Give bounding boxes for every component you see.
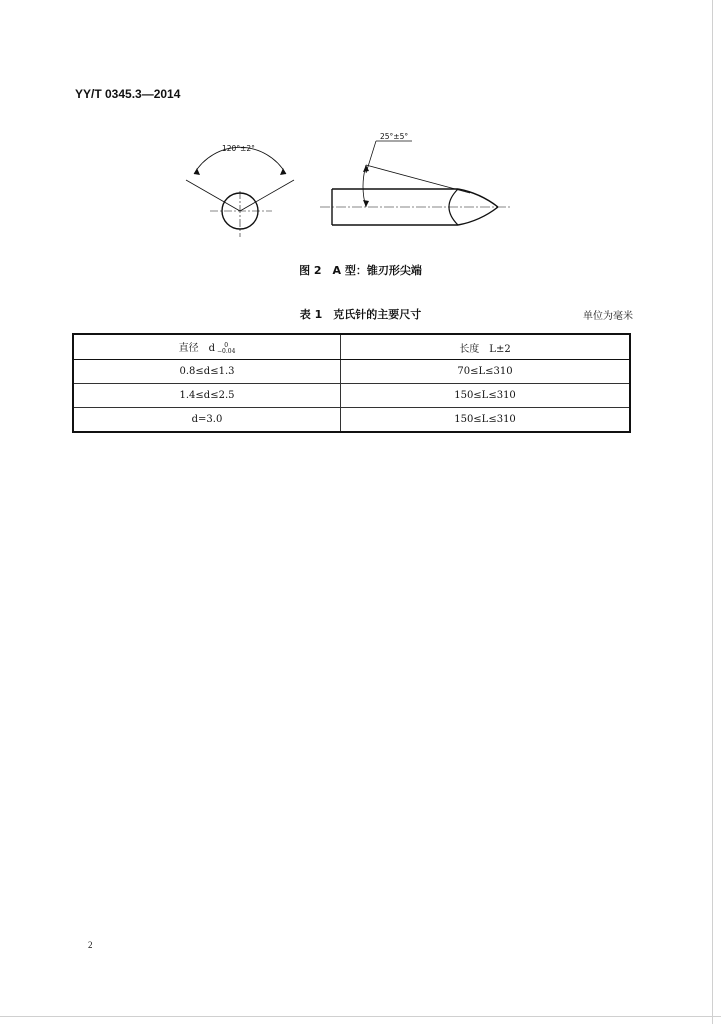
header-diameter bbox=[73, 334, 341, 360]
table-header-row bbox=[73, 334, 630, 360]
diameter-tolerance bbox=[217, 343, 235, 355]
standard-code: YY/T 0345.3—2014 bbox=[75, 87, 181, 101]
cell-diameter: 0.8≤d≤1.3 bbox=[73, 360, 341, 384]
tolerance-lower: −0.04 bbox=[217, 347, 236, 355]
needle-tip-diagram bbox=[180, 125, 520, 240]
page-edge-right bbox=[712, 0, 713, 1024]
table-row bbox=[73, 384, 630, 408]
table-row bbox=[73, 408, 630, 433]
arrow-head-left bbox=[194, 168, 200, 175]
table-row bbox=[73, 360, 630, 384]
cross-section-view bbox=[186, 147, 294, 237]
cell-diameter: 1.4≤d≤2.5 bbox=[73, 384, 341, 408]
arrow-head-right bbox=[280, 168, 286, 175]
page-edge-bottom bbox=[0, 1016, 721, 1017]
table-unit: 单位为毫米 bbox=[583, 311, 633, 322]
table-title: 表 1 克氏针的主要尺寸 bbox=[299, 308, 422, 321]
side-view bbox=[320, 141, 512, 225]
page-number: 2 bbox=[88, 940, 93, 950]
cell-length: 150≤L≤310 bbox=[341, 384, 630, 408]
figure-caption: 图 2 A 型：锥刃形尖端 bbox=[299, 264, 422, 277]
cell-length: 150≤L≤310 bbox=[341, 408, 630, 433]
header-length: 长度 L±2 bbox=[341, 334, 630, 360]
arrow-head-taper-bottom bbox=[363, 200, 369, 207]
cell-length: 70≤L≤310 bbox=[341, 360, 630, 384]
dimensions-table bbox=[72, 333, 631, 433]
angle-label-right: 25°±5° bbox=[380, 132, 409, 141]
tolerance-upper: 0 bbox=[224, 341, 229, 349]
cell-diameter: d=3.0 bbox=[73, 408, 341, 433]
angle-label-left: 120°±2° bbox=[222, 144, 255, 153]
header-diameter-label: 直径 d bbox=[178, 343, 216, 355]
cone-lower bbox=[458, 207, 498, 225]
